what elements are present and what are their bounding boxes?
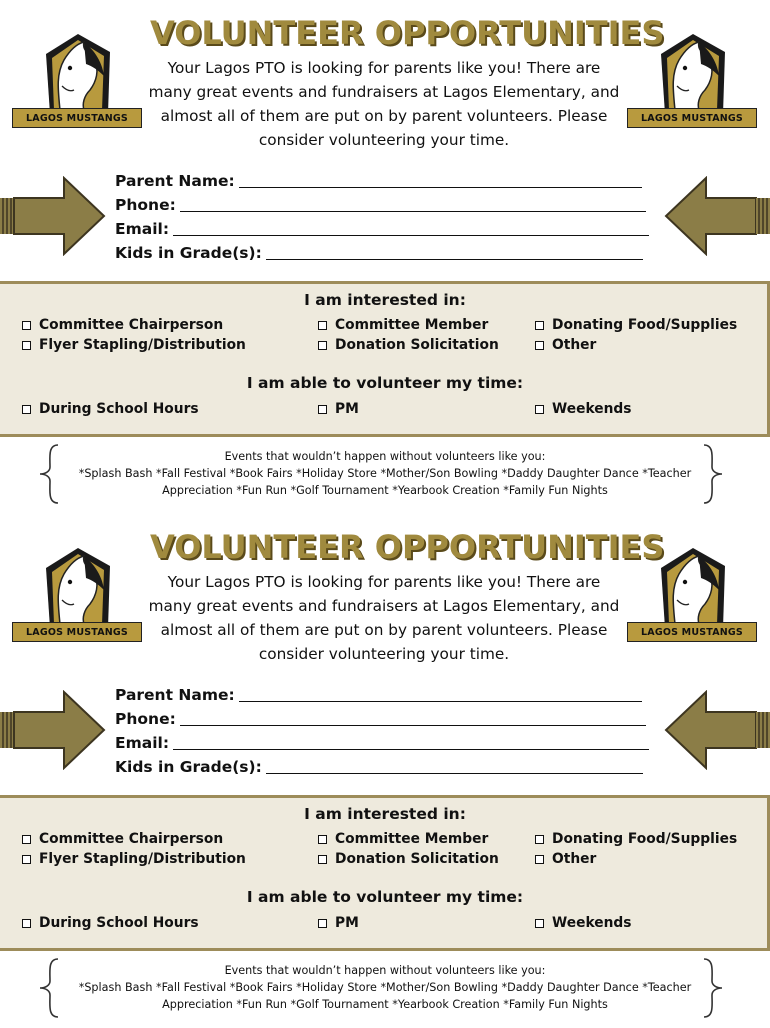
option-donation-solicitation[interactable] [318, 337, 499, 353]
option-committee-member[interactable] [318, 317, 488, 333]
left-arrow-icon [662, 176, 770, 256]
kids-grade-field[interactable] [115, 755, 643, 779]
option-label: During School Hours [39, 915, 199, 931]
logo-banner: LAGOS MUSTANGS [12, 622, 142, 642]
option-pm[interactable] [318, 401, 359, 417]
intro-paragraph: Your Lagos PTO is looking for parents like you! There are many great events and fundraisers at Lagos Elementary, and almost all of them are put on by parent volunteers. Please consider volunteering your time. [148, 59, 620, 149]
kids-grade-label: Kids in Grade(s): [115, 244, 262, 262]
events-line: *Splash Bash *Fall Festival *Book Fairs *Holiday Store *Mother/Son Bowling *Daddy Daughter Dance *Teacher [78, 981, 692, 994]
option-label: PM [335, 401, 359, 417]
checkbox[interactable] [22, 321, 31, 330]
email-field[interactable] [115, 731, 649, 755]
option-label: Donating Food/Supplies [552, 831, 738, 847]
option-label: Committee Member [335, 317, 489, 333]
interest-heading: I am interested in: [304, 291, 466, 309]
events-heading: Events that wouldn’t happen without volunteers like you: [224, 964, 546, 977]
option-weekends[interactable] [535, 915, 632, 931]
events-line: Appreciation *Fun Run *Golf Tournament *Yearbook Creation *Family Fun Nights [162, 484, 608, 497]
email-label: Email: [115, 220, 170, 238]
option-school-hours[interactable] [22, 401, 199, 417]
option-donating-food[interactable] [535, 831, 737, 847]
events-line: *Splash Bash *Fall Festival *Book Fairs *Holiday Store *Mother/Son Bowling *Daddy Daughter Dance *Teacher [78, 467, 692, 480]
option-label: Donation Solicitation [335, 337, 499, 353]
option-weekends[interactable] [535, 401, 632, 417]
contact-form [115, 683, 655, 779]
parent-name-label: Parent Name: [115, 172, 235, 190]
option-pm[interactable] [318, 915, 359, 931]
parent-name-field[interactable] [115, 169, 642, 193]
option-label: Donating Food/Supplies [552, 317, 738, 333]
option-label: Donation Solicitation [335, 851, 499, 867]
option-label: PM [335, 915, 359, 931]
events-heading: Events that wouldn’t happen without volunteers like you: [224, 450, 546, 463]
mustang-logo [12, 30, 142, 130]
checkbox[interactable] [535, 919, 544, 928]
option-label: Weekends [552, 915, 632, 931]
checkbox[interactable] [22, 835, 31, 844]
right-arrow-icon [0, 176, 110, 256]
contact-form [115, 169, 655, 265]
checkbox[interactable] [318, 855, 327, 864]
checkbox[interactable] [318, 405, 327, 414]
option-committee-chairperson[interactable] [22, 831, 223, 847]
parent-name-field[interactable] [115, 683, 642, 707]
volunteer-flyer [0, 514, 770, 1028]
checkbox[interactable] [22, 919, 31, 928]
parent-name-label: Parent Name: [115, 686, 235, 704]
events-list [55, 962, 715, 1013]
option-label: Other [552, 337, 597, 353]
option-flyer-stapling[interactable] [22, 337, 246, 353]
checkbox[interactable] [535, 405, 544, 414]
email-field[interactable] [115, 217, 649, 241]
option-label: Committee Member [335, 831, 489, 847]
option-label: Other [552, 851, 597, 867]
phone-label: Phone: [115, 710, 176, 728]
flyer-title: VOLUNTEER OPPORTUNITIES [150, 528, 665, 566]
checkbox[interactable] [535, 855, 544, 864]
intro-paragraph: Your Lagos PTO is looking for parents like you! There are many great events and fundraisers at Lagos Elementary, and almost all of them are put on by parent volunteers. Please consider volunteering your time. [148, 573, 620, 663]
checkbox[interactable] [22, 405, 31, 414]
option-committee-chairperson[interactable] [22, 317, 223, 333]
logo-banner: LAGOS MUSTANGS [12, 108, 142, 128]
checkbox[interactable] [22, 855, 31, 864]
checkbox[interactable] [535, 321, 544, 330]
interest-heading: I am interested in: [304, 805, 466, 823]
checkbox[interactable] [318, 321, 327, 330]
option-school-hours[interactable] [22, 915, 199, 931]
right-arrow-icon [0, 690, 110, 770]
option-donating-food[interactable] [535, 317, 737, 333]
option-label: Flyer Stapling/Distribution [39, 337, 246, 353]
kids-grade-label: Kids in Grade(s): [115, 758, 262, 776]
checkbox[interactable] [318, 835, 327, 844]
phone-label: Phone: [115, 196, 176, 214]
interest-box [0, 795, 770, 951]
email-label: Email: [115, 734, 170, 752]
option-flyer-stapling[interactable] [22, 851, 246, 867]
mustang-logo [12, 544, 142, 644]
events-list [55, 448, 715, 499]
checkbox[interactable] [318, 341, 327, 350]
phone-field[interactable] [115, 707, 646, 731]
option-other[interactable] [535, 851, 596, 867]
checkbox[interactable] [535, 835, 544, 844]
flyer-title: VOLUNTEER OPPORTUNITIES [150, 14, 665, 52]
option-label: Flyer Stapling/Distribution [39, 851, 246, 867]
option-label: During School Hours [39, 401, 199, 417]
time-heading: I am able to volunteer my time: [246, 888, 524, 906]
option-label: Committee Chairperson [39, 831, 224, 847]
logo-banner: LAGOS MUSTANGS [627, 108, 757, 128]
left-arrow-icon [662, 690, 770, 770]
phone-field[interactable] [115, 193, 646, 217]
checkbox[interactable] [318, 919, 327, 928]
kids-grade-field[interactable] [115, 241, 643, 265]
logo-banner: LAGOS MUSTANGS [627, 622, 757, 642]
option-committee-member[interactable] [318, 831, 488, 847]
option-other[interactable] [535, 337, 596, 353]
interest-box [0, 281, 770, 437]
option-label: Committee Chairperson [39, 317, 224, 333]
option-donation-solicitation[interactable] [318, 851, 499, 867]
checkbox[interactable] [535, 341, 544, 350]
events-line: Appreciation *Fun Run *Golf Tournament *Yearbook Creation *Family Fun Nights [162, 998, 608, 1011]
option-label: Weekends [552, 401, 632, 417]
time-heading: I am able to volunteer my time: [246, 374, 524, 392]
checkbox[interactable] [22, 341, 31, 350]
